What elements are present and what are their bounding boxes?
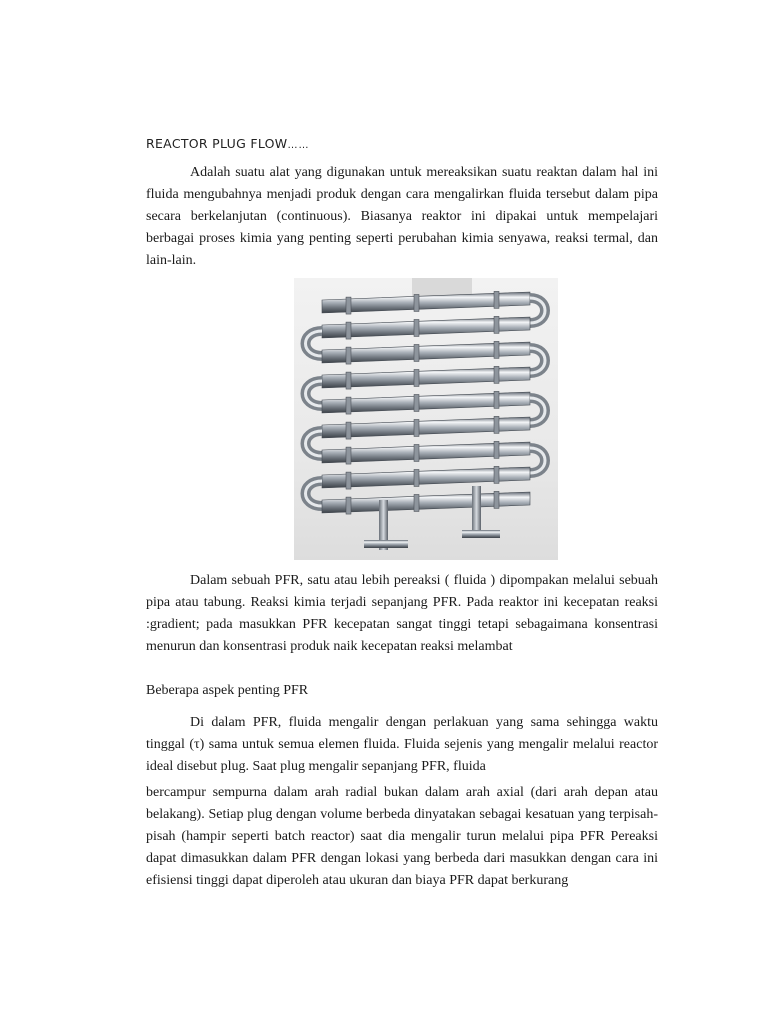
tube-clamp bbox=[346, 472, 351, 489]
tube-clamp bbox=[346, 397, 351, 414]
tube-clamp bbox=[346, 322, 351, 339]
paragraph-radial-mixing: bercampur sempurna dalam arah radial bukan dalam arah axial (dari arah depan atau belakang). Setiap plug dengan volume berbeda dinyatakan sebagai kesatuan yang terpisah-pisah (hampir seperti batch reactor) saat dia mengalir turun melalui pipa PFR Pereaksi dapat dimasukkan dalam PFR dengan lokasi yang berbeda dari masukkan dengan cara ini efisiensi tinggi dapat diperoleh atau ukuran dan biaya PFR dapat berkurang bbox=[146, 785, 658, 888]
tube-clamp bbox=[414, 419, 419, 436]
title-text: REACTOR PLUG FLOW bbox=[146, 136, 288, 151]
tube-row bbox=[322, 391, 530, 414]
tube-row bbox=[322, 416, 530, 439]
tube-clamp bbox=[346, 297, 351, 314]
tube-clamp bbox=[494, 416, 499, 433]
tube-clamp bbox=[414, 344, 419, 361]
tube-clamp bbox=[494, 341, 499, 358]
stand-foot-left bbox=[364, 540, 408, 548]
tube-clamp bbox=[494, 291, 499, 308]
tube-clamp bbox=[414, 469, 419, 486]
title-ellipsis: …… bbox=[287, 140, 310, 151]
paragraph-definition: Adalah suatu alat yang digunakan untuk mereaksikan suatu reaktan dalam hal ini fluida mengubahnya menjadi produk dengan cara mengalirkan fluida tersebut dalam pipa secara berkelanjutan (continuous). Biasanya reaktor ini dipakai untuk mempelajari berbagai proses kimia yang penting seperti perubahan kimia senyawa, reaksi termal, dan lain-lain. bbox=[146, 165, 658, 268]
tube-row bbox=[322, 341, 530, 364]
tube-clamp bbox=[346, 422, 351, 439]
tube-clamp bbox=[346, 347, 351, 364]
tube-clamp bbox=[494, 466, 499, 483]
tube-clamp bbox=[414, 319, 419, 336]
tube-clamp bbox=[494, 491, 499, 508]
tube-row bbox=[322, 366, 530, 389]
tube-clamp bbox=[494, 316, 499, 333]
tube-row bbox=[322, 466, 530, 489]
reactor-tubes bbox=[306, 291, 546, 514]
tube-clamp bbox=[494, 366, 499, 383]
paragraph-pfr-description: Dalam sebuah PFR, satu atau lebih pereaksi ( fluida ) dipompakan melalui sebuah pipa atau tabung. Reaksi kimia terjadi sepanjang PFR. Pada reaktor ini kecepatan reaksi :gradient; pada masukkan PFR kecepatan sangat tinggi tetapi sebagaimana konsentrasi menurun dan konsentrasi produk naik kecepatan reaksi melambat bbox=[146, 573, 658, 654]
reactor-photo bbox=[294, 278, 558, 560]
tube-clamp bbox=[414, 444, 419, 461]
tube-clamp bbox=[494, 441, 499, 458]
tube-row bbox=[322, 441, 530, 464]
tube-row bbox=[322, 491, 530, 514]
tube-row bbox=[322, 316, 530, 339]
stand-foot-right bbox=[462, 530, 500, 538]
plug-flow-reactor-icon bbox=[294, 278, 558, 560]
section-heading-aspects: Beberapa aspek penting PFR bbox=[146, 683, 309, 698]
tube-clamp bbox=[414, 494, 419, 511]
tube-clamp bbox=[346, 497, 351, 514]
paragraph-residence-time: Di dalam PFR, fluida mengalir dengan perlakuan yang sama sehingga waktu tinggal (τ) sama untuk semua elemen fluida. Fluida sejenis yang mengalir melalui reactor ideal disebut plug. Saat plug mengalir sepanjang PFR, fluida bbox=[146, 715, 658, 774]
document-title bbox=[146, 136, 309, 151]
tube-clamp bbox=[414, 369, 419, 386]
tube-clamp bbox=[346, 447, 351, 464]
tube-clamp bbox=[346, 372, 351, 389]
tube-clamp bbox=[414, 294, 419, 311]
tube-clamp bbox=[494, 391, 499, 408]
tube-clamp bbox=[414, 394, 419, 411]
